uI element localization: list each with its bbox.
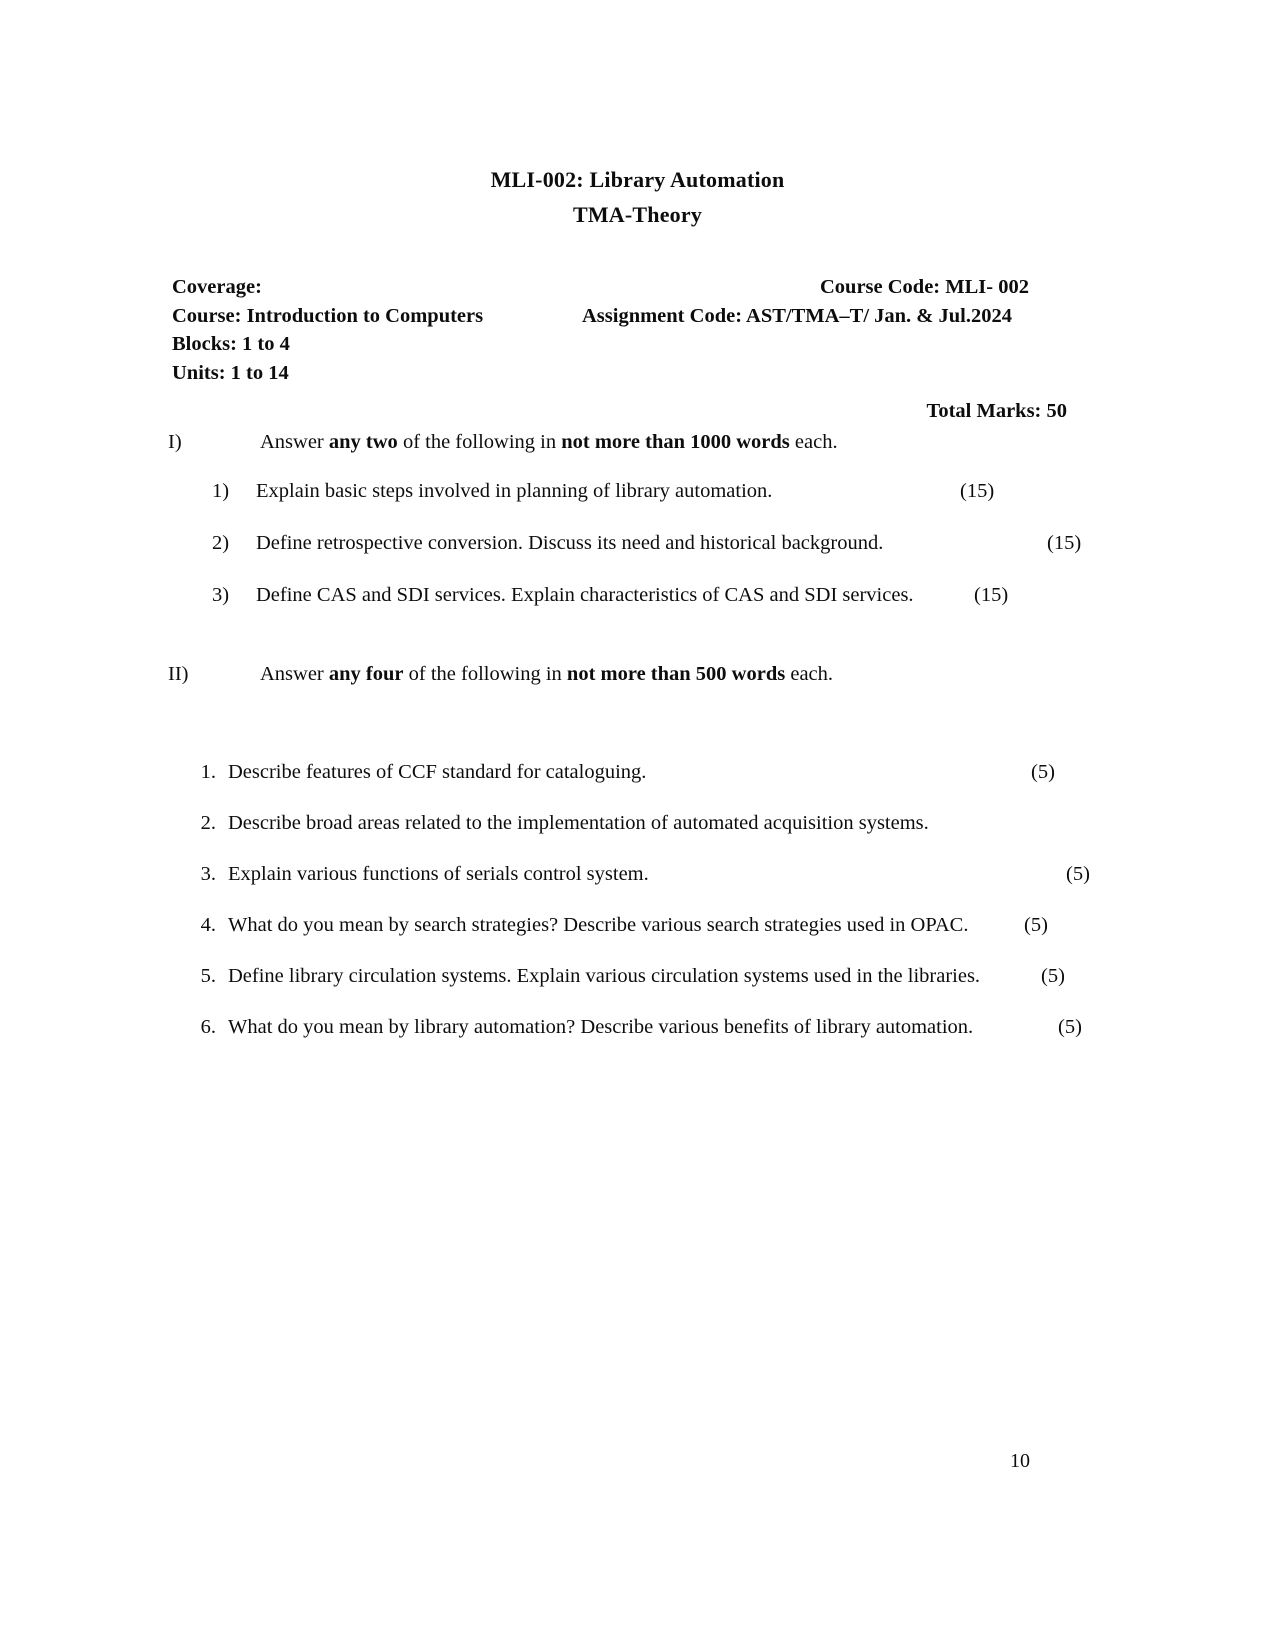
section-one-question-item: [212, 529, 1092, 581]
section-two-question-marks: (5): [1058, 1016, 1082, 1038]
section-one-question-number: 2): [212, 532, 230, 554]
section-one-question-list: [212, 477, 1092, 633]
section-one-bold-1: any two: [328, 431, 398, 453]
meta-row-blocks: [172, 330, 1072, 359]
meta-row-course: [172, 302, 1072, 331]
section-two-question-text: Define library circulation systems. Explain various circulation systems used in the libraries.: [228, 965, 981, 987]
meta-row-coverage: [172, 273, 1072, 302]
section-two-question-text: What do you mean by search strategies? Describe various search strategies used in OPAC.: [228, 914, 969, 936]
assignment-type-title: TMA-Theory: [572, 202, 703, 227]
section-two-question-text: What do you mean by library automation? Describe various benefits of library automation.: [228, 1016, 974, 1038]
section-one-bold-2: not more than 1000 words: [561, 431, 790, 453]
section-one-roman: I): [168, 431, 182, 453]
section-two-question-list: [186, 758, 1090, 1064]
section-one-question-marks: (15): [974, 584, 1009, 606]
section-two-question-text: Describe features of CCF standard for cataloguing.: [228, 761, 647, 783]
section-one-lead-2: of the following in: [397, 431, 562, 453]
section-two-question-text: Explain various functions of serials control system.: [228, 863, 649, 885]
section-one-question-marks: (15): [960, 480, 995, 502]
section-one-question-text: Define CAS and SDI services. Explain characteristics of CAS and SDI services.: [256, 584, 914, 606]
section-two-question-number: 2.: [200, 812, 216, 834]
course-code-value: Course Code: MLI- 002: [820, 276, 1029, 298]
section-one-question-text: Explain basic steps involved in planning of library automation.: [256, 480, 773, 502]
section-one-question-text: Define retrospective conversion. Discuss its need and historical background.: [256, 532, 884, 554]
section-two-question-number: 3.: [200, 863, 216, 885]
coverage-label: Coverage:: [172, 276, 262, 298]
section-two-question-number: 1.: [200, 761, 216, 783]
section-two-question-marks: (5): [1031, 761, 1055, 783]
section-one-question-item: [212, 581, 1092, 633]
assignment-code-value: Assignment Code: AST/TMA–T/ Jan. & Jul.2024: [582, 304, 1012, 327]
course-name-label: Course: Introduction to Computers: [172, 304, 484, 327]
section-two-bold-2: not more than 500 words: [566, 663, 786, 685]
section-two-question-item: [186, 1013, 1086, 1064]
section-two-question-text: Describe broad areas related to the implementation of automated acquisition systems.: [228, 812, 929, 834]
section-two-lead-1: Answer: [260, 663, 329, 685]
meta-row-units: [172, 359, 1072, 388]
section-two-question-item: [186, 911, 1086, 962]
section-one-question-marks: (15): [1047, 532, 1082, 554]
section-one-question-number: 1): [212, 480, 230, 502]
section-two-question-number: 4.: [200, 914, 216, 936]
document-title-block: [0, 163, 1275, 231]
section-two-roman: II): [168, 663, 189, 685]
section-two-question-marks: (5): [1024, 914, 1048, 936]
section-two-question-item: [186, 860, 1090, 911]
section-two-question-item: [186, 962, 1086, 1013]
section-two-question-number: 6.: [200, 1016, 216, 1038]
section-one-question-number: 3): [212, 584, 230, 606]
section-one-question-item: [212, 477, 1092, 529]
section-two-question-marks: (5): [1066, 863, 1090, 885]
section-two-lead-2: of the following in: [403, 663, 567, 685]
course-title: MLI-002: Library Automation: [490, 167, 785, 192]
section-two-bold-1: any four: [328, 663, 404, 685]
section-two-question-marks: (5): [1041, 965, 1065, 987]
section-one-instruction: [260, 428, 838, 456]
section-two-question-item: [186, 809, 1086, 860]
section-one-lead-3: each.: [789, 431, 838, 453]
section-two-instruction: [260, 660, 833, 688]
section-two-lead-3: each.: [785, 663, 834, 685]
total-marks-label: Total Marks: 50: [926, 400, 1067, 422]
section-two-question-number: 5.: [200, 965, 216, 987]
page-number: 10: [1010, 1450, 1030, 1472]
units-label: Units: 1 to 14: [172, 361, 289, 384]
section-one-lead-1: Answer: [260, 431, 329, 453]
blocks-label: Blocks: 1 to 4: [172, 333, 290, 355]
course-meta-block: [172, 273, 1072, 387]
section-two-question-item: [186, 758, 1086, 809]
